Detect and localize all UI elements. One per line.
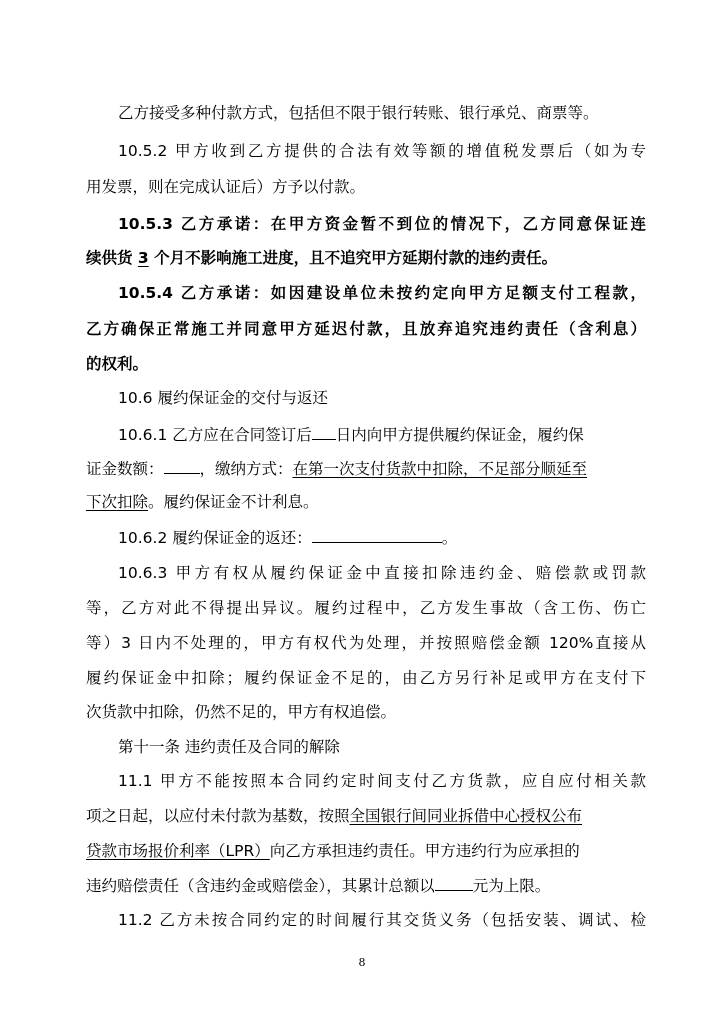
paragraph-line: 用发票，则在完成认证后）方予以付款。 (86, 178, 366, 196)
blank-field-days (312, 422, 336, 440)
paragraph-line: 乙方确保正常施工并同意甲方延迟付款，且放弃追究违约责任（含利息） (86, 320, 646, 338)
clause-10-6-2: 10.6.2 履约保证金的返还： 。 (118, 525, 646, 551)
clause-10-6-1: 10.6.1 乙方应在合同签订后 日内向甲方提供履约保证金，履约保 (118, 422, 646, 448)
paragraph-line: 违约赔偿责任（含违约金或赔偿金），其累计总额以 元为上限。 (86, 873, 646, 899)
paragraph-line: 的权利。 (86, 355, 149, 373)
blank-field-return (312, 525, 442, 543)
blank-field-amount (164, 456, 200, 474)
paragraph-line: 次货款中扣除，仍然不足的，甲方有权追偿。 (86, 703, 397, 721)
paragraph-line: 贷款市场报价利率（LPR）向乙方承担违约责任。甲方违约行为应承担的 (86, 842, 580, 860)
clause-11-1: 11.1 甲方不能按照本合同约定时间支付乙方货款，应自应付相关款 (118, 772, 646, 790)
paragraph-line: 等，乙方对此不得提出异议。履约过程中，乙方发生事故（含工伤、伤亡 (86, 599, 646, 617)
paragraph-line: 乙方接受多种付款方式，包括但不限于银行转账、银行承兑、商票等。 (118, 104, 599, 122)
article-heading-11: 第十一条 违约责任及合同的解除 (118, 738, 340, 756)
paragraph-line: 履约保证金中扣除；履约保证金不足的，由乙方另行补足或甲方在支付下 (86, 669, 646, 687)
paragraph-line: 证金数额： ，缴纳方式：在第一次支付货款中扣除，不足部分顺延至 (86, 456, 646, 482)
section-heading-10-6: 10.6 履约保证金的交付与返还 (118, 389, 328, 407)
blank-field-cap-amount (435, 873, 473, 891)
paragraph-line: 续供货 3 个月不影响施工进度，且不追究甲方延期付款的违约责任。 (86, 249, 558, 267)
clause-10-6-3: 10.6.3 甲方有权从履约保证金中直接扣除违约金、赔偿款或罚款 (118, 564, 646, 582)
clause-11-2: 11.2 乙方未按合同约定的时间履行其交货义务（包括安装、调试、检 (118, 911, 646, 929)
paragraph-line: 项之日起，以应付未付款为基数，按照全国银行间同业拆借中心授权公布 (86, 807, 583, 825)
clause-10-5-3: 10.5.3 乙方承诺：在甲方资金暂不到位的情况下，乙方同意保证连 (118, 215, 646, 233)
clause-10-5-4: 10.5.4 乙方承诺：如因建设单位未按约定向甲方足额支付工程款， (118, 284, 646, 302)
paragraph-line: 等）3 日内不处理的，甲方有权代为处理，并按照赔偿金额 120%直接从 (86, 634, 646, 652)
clause-10-5-2: 10.5.2 甲方收到乙方提供的合法有效等额的增值税发票后（如为专 (118, 142, 646, 160)
paragraph-line: 下次扣除。履约保证金不计利息。 (86, 493, 319, 511)
page-number: 8 (358, 956, 366, 969)
